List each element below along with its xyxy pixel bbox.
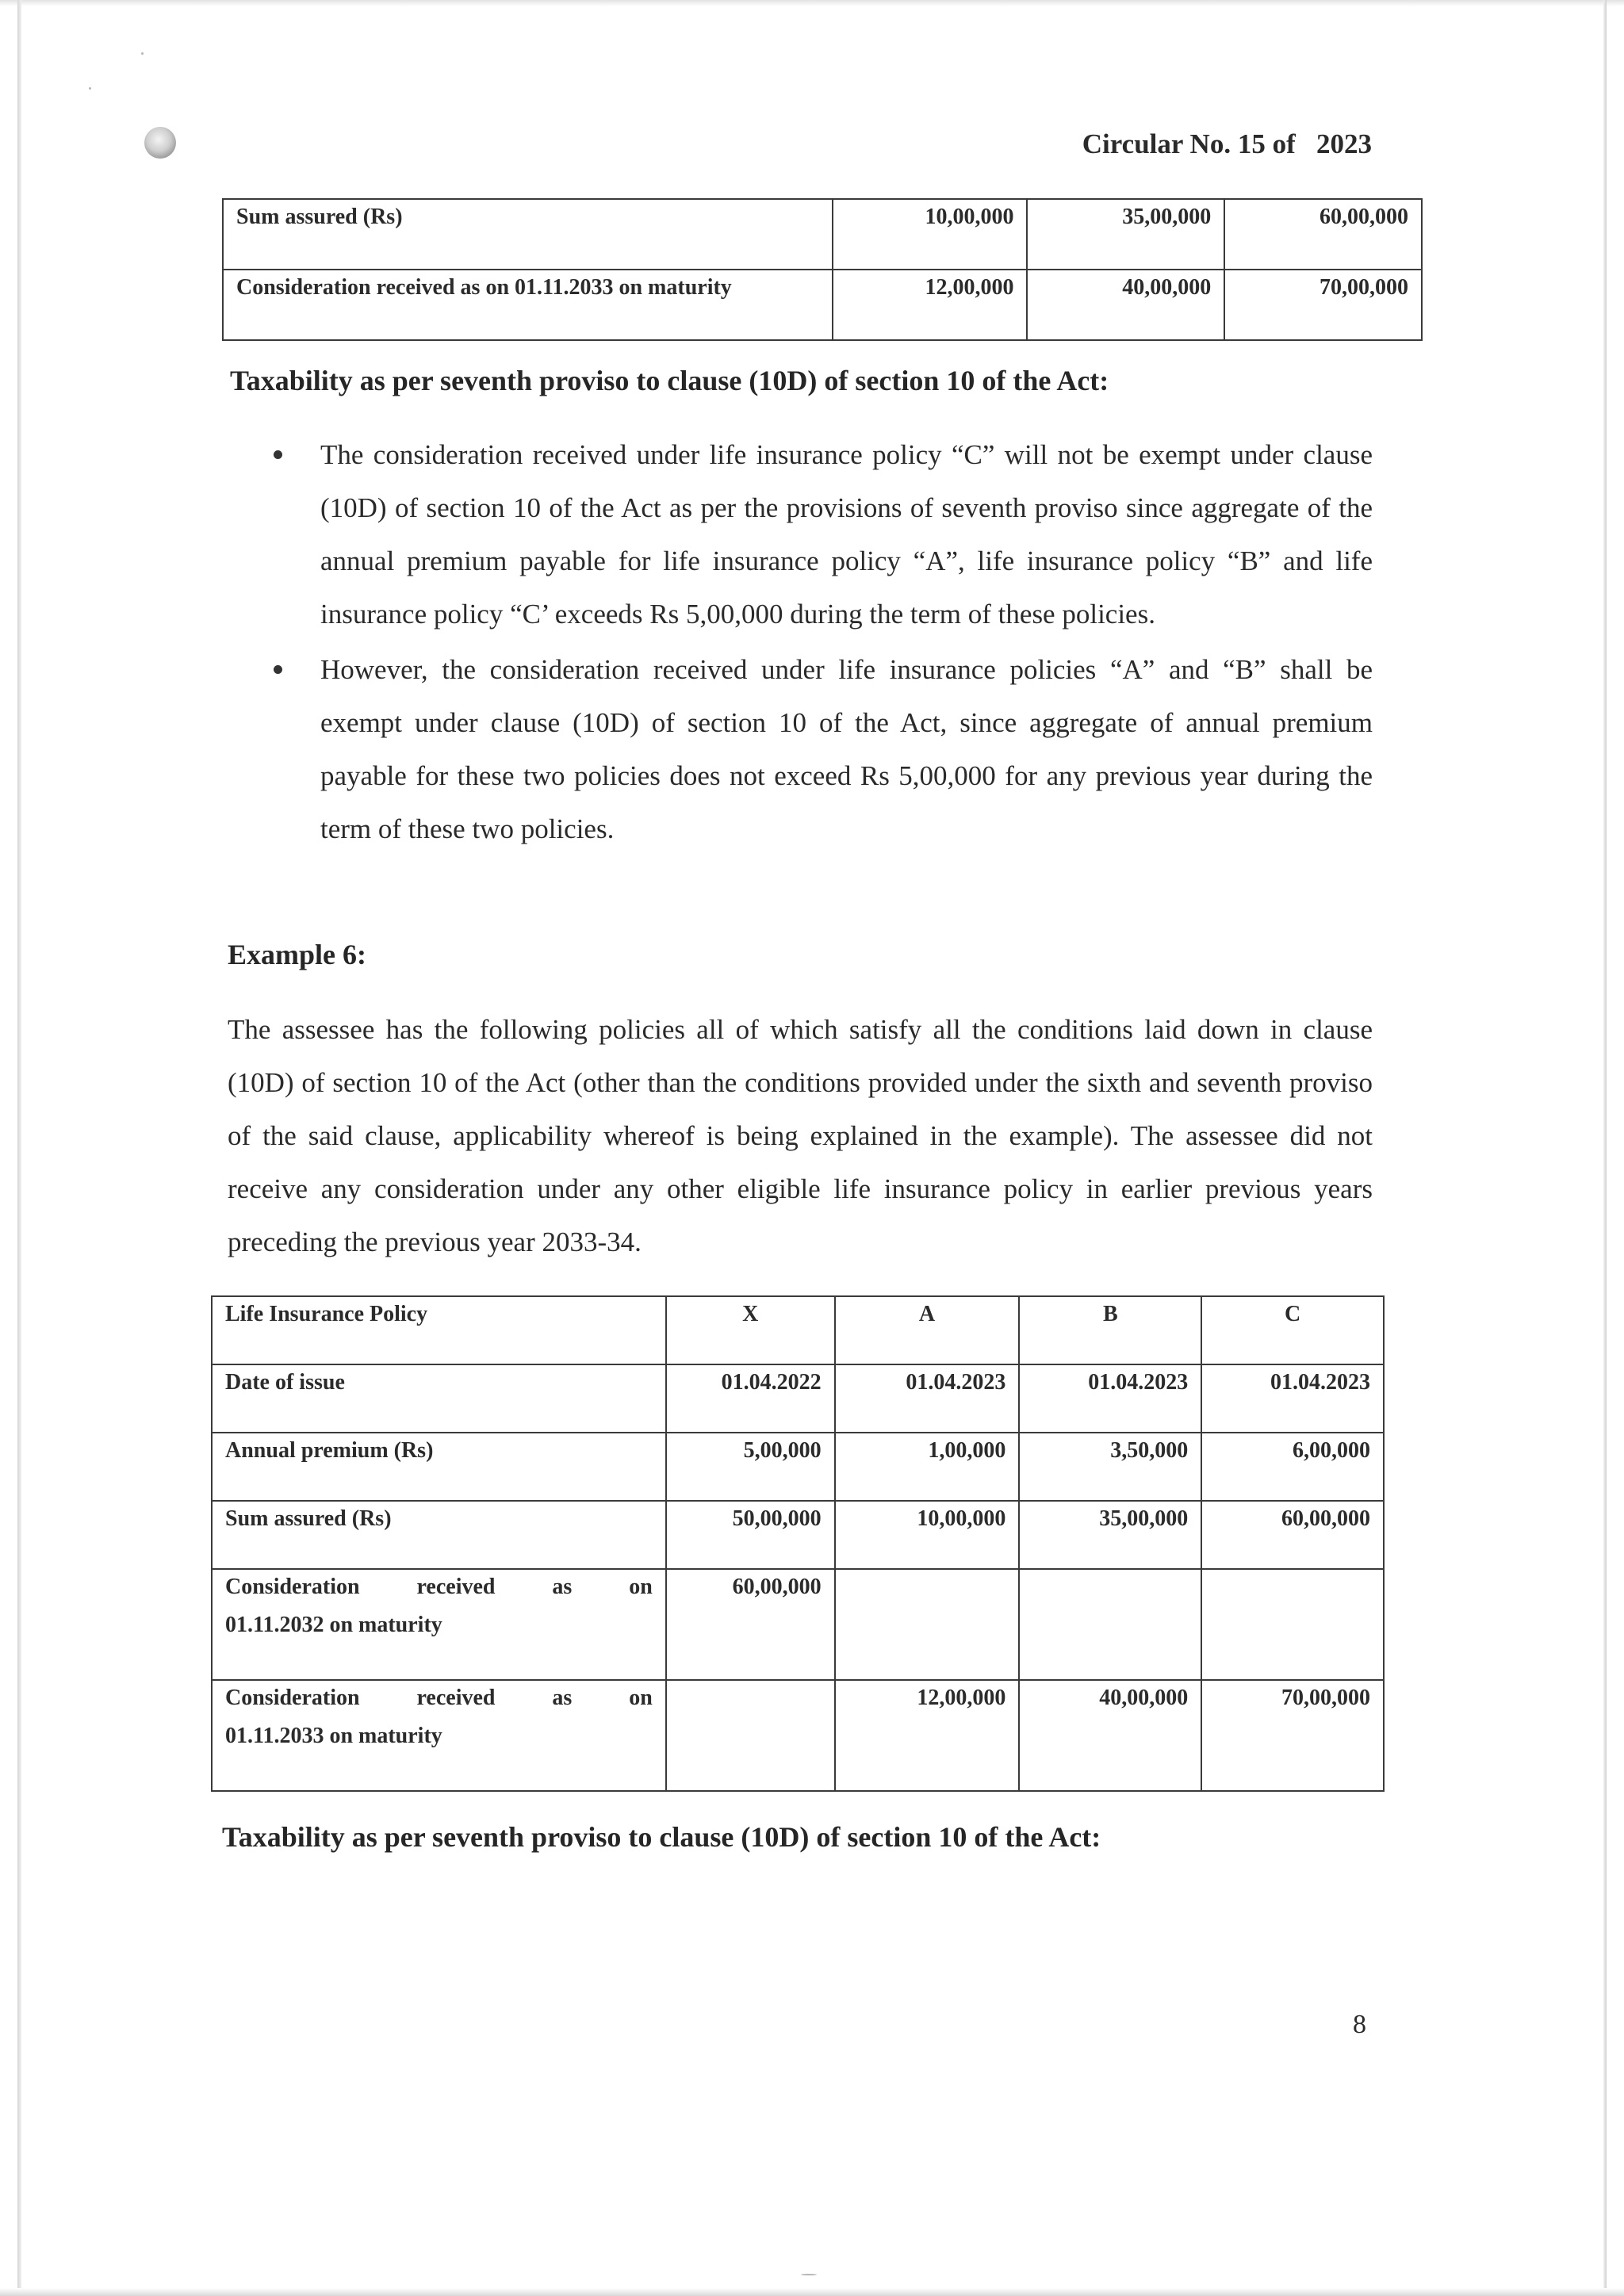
table-row: [223, 199, 1422, 270]
table-cell: [666, 1680, 835, 1791]
page-edge-bottom: [0, 2288, 1624, 2296]
table-cell: 60,00,000: [1224, 199, 1422, 270]
table-row: [212, 1569, 1384, 1680]
row-label: Annual premium (Rs): [212, 1433, 666, 1501]
table-row: [212, 1364, 1384, 1433]
row-label: [212, 1680, 666, 1791]
circular-header: [1082, 128, 1372, 160]
bullet-text: However, the consideration received under life insurance policies “A” and “B” shall be exempt under clause (10D) of section 10 of the Act, since aggregate of annual premium payable for these two policies does not exceed Rs 5,00,000 for any previous year during the term of these two policies.: [320, 654, 1373, 844]
bullet-icon: [274, 665, 282, 674]
table-cell: 01.04.2022: [666, 1364, 835, 1433]
bullet-text: The consideration received under life insurance policy “C” will not be exempt under clause (10D) of section 10 of the Act as per the provisions of seventh proviso since aggregate of the annual premium payable for life insurance policy “A”, life insurance policy “B” and life insurance policy “C’ exceeds Rs 5,00,000 during the term of these policies.: [320, 439, 1373, 629]
column-header: C: [1201, 1296, 1384, 1364]
table-cell: 40,00,000: [1019, 1680, 1201, 1791]
table-cell: 70,00,000: [1201, 1680, 1384, 1791]
bullet-list: [274, 428, 1373, 858]
table-cell: 35,00,000: [1019, 1501, 1201, 1569]
column-header: B: [1019, 1296, 1201, 1364]
row-label: Date of issue: [212, 1364, 666, 1433]
table-cell: [1201, 1569, 1384, 1680]
table-cell: 12,00,000: [835, 1680, 1020, 1791]
circular-number: Circular No. 15 of: [1082, 128, 1296, 159]
page-edge-left: [17, 0, 21, 2296]
row-label: Sum assured (Rs): [223, 199, 833, 270]
policy-table: [211, 1295, 1385, 1792]
row-label-line1: Consideration received as on: [225, 1575, 653, 1599]
table-cell: 6,00,000: [1201, 1433, 1384, 1501]
table-cell: 3,50,000: [1019, 1433, 1201, 1501]
table-cell: [835, 1569, 1020, 1680]
table-cell: 10,00,000: [833, 199, 1028, 270]
punch-hole-mark: [144, 127, 176, 159]
table-cell: [1019, 1569, 1201, 1680]
list-item: [274, 643, 1373, 855]
bullet-icon: [274, 450, 282, 459]
list-item: [274, 428, 1373, 641]
table-cell: 40,00,000: [1027, 270, 1224, 340]
row-label-line1: Consideration received as on: [225, 1686, 653, 1710]
table-header-row: [212, 1296, 1384, 1364]
page-edge-right: [1603, 0, 1607, 2296]
page-edge-top: [0, 0, 1624, 6]
table-cell: 60,00,000: [1201, 1501, 1384, 1569]
example-heading: Example 6:: [228, 939, 366, 970]
table-cell: 1,00,000: [835, 1433, 1020, 1501]
table-cell: 35,00,000: [1027, 199, 1224, 270]
table-cell: 12,00,000: [833, 270, 1028, 340]
row-label: [212, 1569, 666, 1680]
table-cell: 01.04.2023: [1201, 1364, 1384, 1433]
table-row: [223, 270, 1422, 340]
column-header: A: [835, 1296, 1020, 1364]
scan-speck: [801, 2274, 817, 2275]
table-cell: 70,00,000: [1224, 270, 1422, 340]
table-cell: 5,00,000: [666, 1433, 835, 1501]
circular-year: 2023: [1316, 128, 1372, 159]
column-header: X: [666, 1296, 835, 1364]
table-cell: 01.04.2023: [835, 1364, 1020, 1433]
table-row: [212, 1501, 1384, 1569]
row-label: Consideration received as on 01.11.2033 on maturity: [223, 270, 833, 340]
table-cell: 60,00,000: [666, 1569, 835, 1680]
table-cell: 50,00,000: [666, 1501, 835, 1569]
page-number: 8: [1353, 2010, 1366, 2039]
table-row: [212, 1680, 1384, 1791]
table-row: [212, 1433, 1384, 1501]
example-paragraph: The assessee has the following policies all of which satisfy all the conditions laid down in clause (10D) of section 10 of the Act (other than the conditions provided under the sixth and seventh proviso of the said clause, applicability whereof is being explained in the example). The assessee did not receive any consideration under any other eligible life insurance policy in earlier previous years preceding the previous year 2033-34.: [228, 1014, 1373, 1257]
table-cell: 10,00,000: [835, 1501, 1020, 1569]
row-label-line2: 01.11.2033 on maturity: [225, 1724, 442, 1748]
row-label-line2: 01.11.2032 on maturity: [225, 1613, 442, 1637]
row-label: Sum assured (Rs): [212, 1501, 666, 1569]
policy-table-continued: [222, 198, 1423, 341]
column-header: Life Insurance Policy: [212, 1296, 666, 1364]
section-heading: Taxability as per seventh proviso to clause (10D) of section 10 of the Act:: [230, 365, 1109, 396]
scan-speck: [89, 87, 91, 90]
section-heading: Taxability as per seventh proviso to clause (10D) of section 10 of the Act:: [222, 1821, 1101, 1853]
table-cell: 01.04.2023: [1019, 1364, 1201, 1433]
scan-speck: [141, 52, 144, 55]
